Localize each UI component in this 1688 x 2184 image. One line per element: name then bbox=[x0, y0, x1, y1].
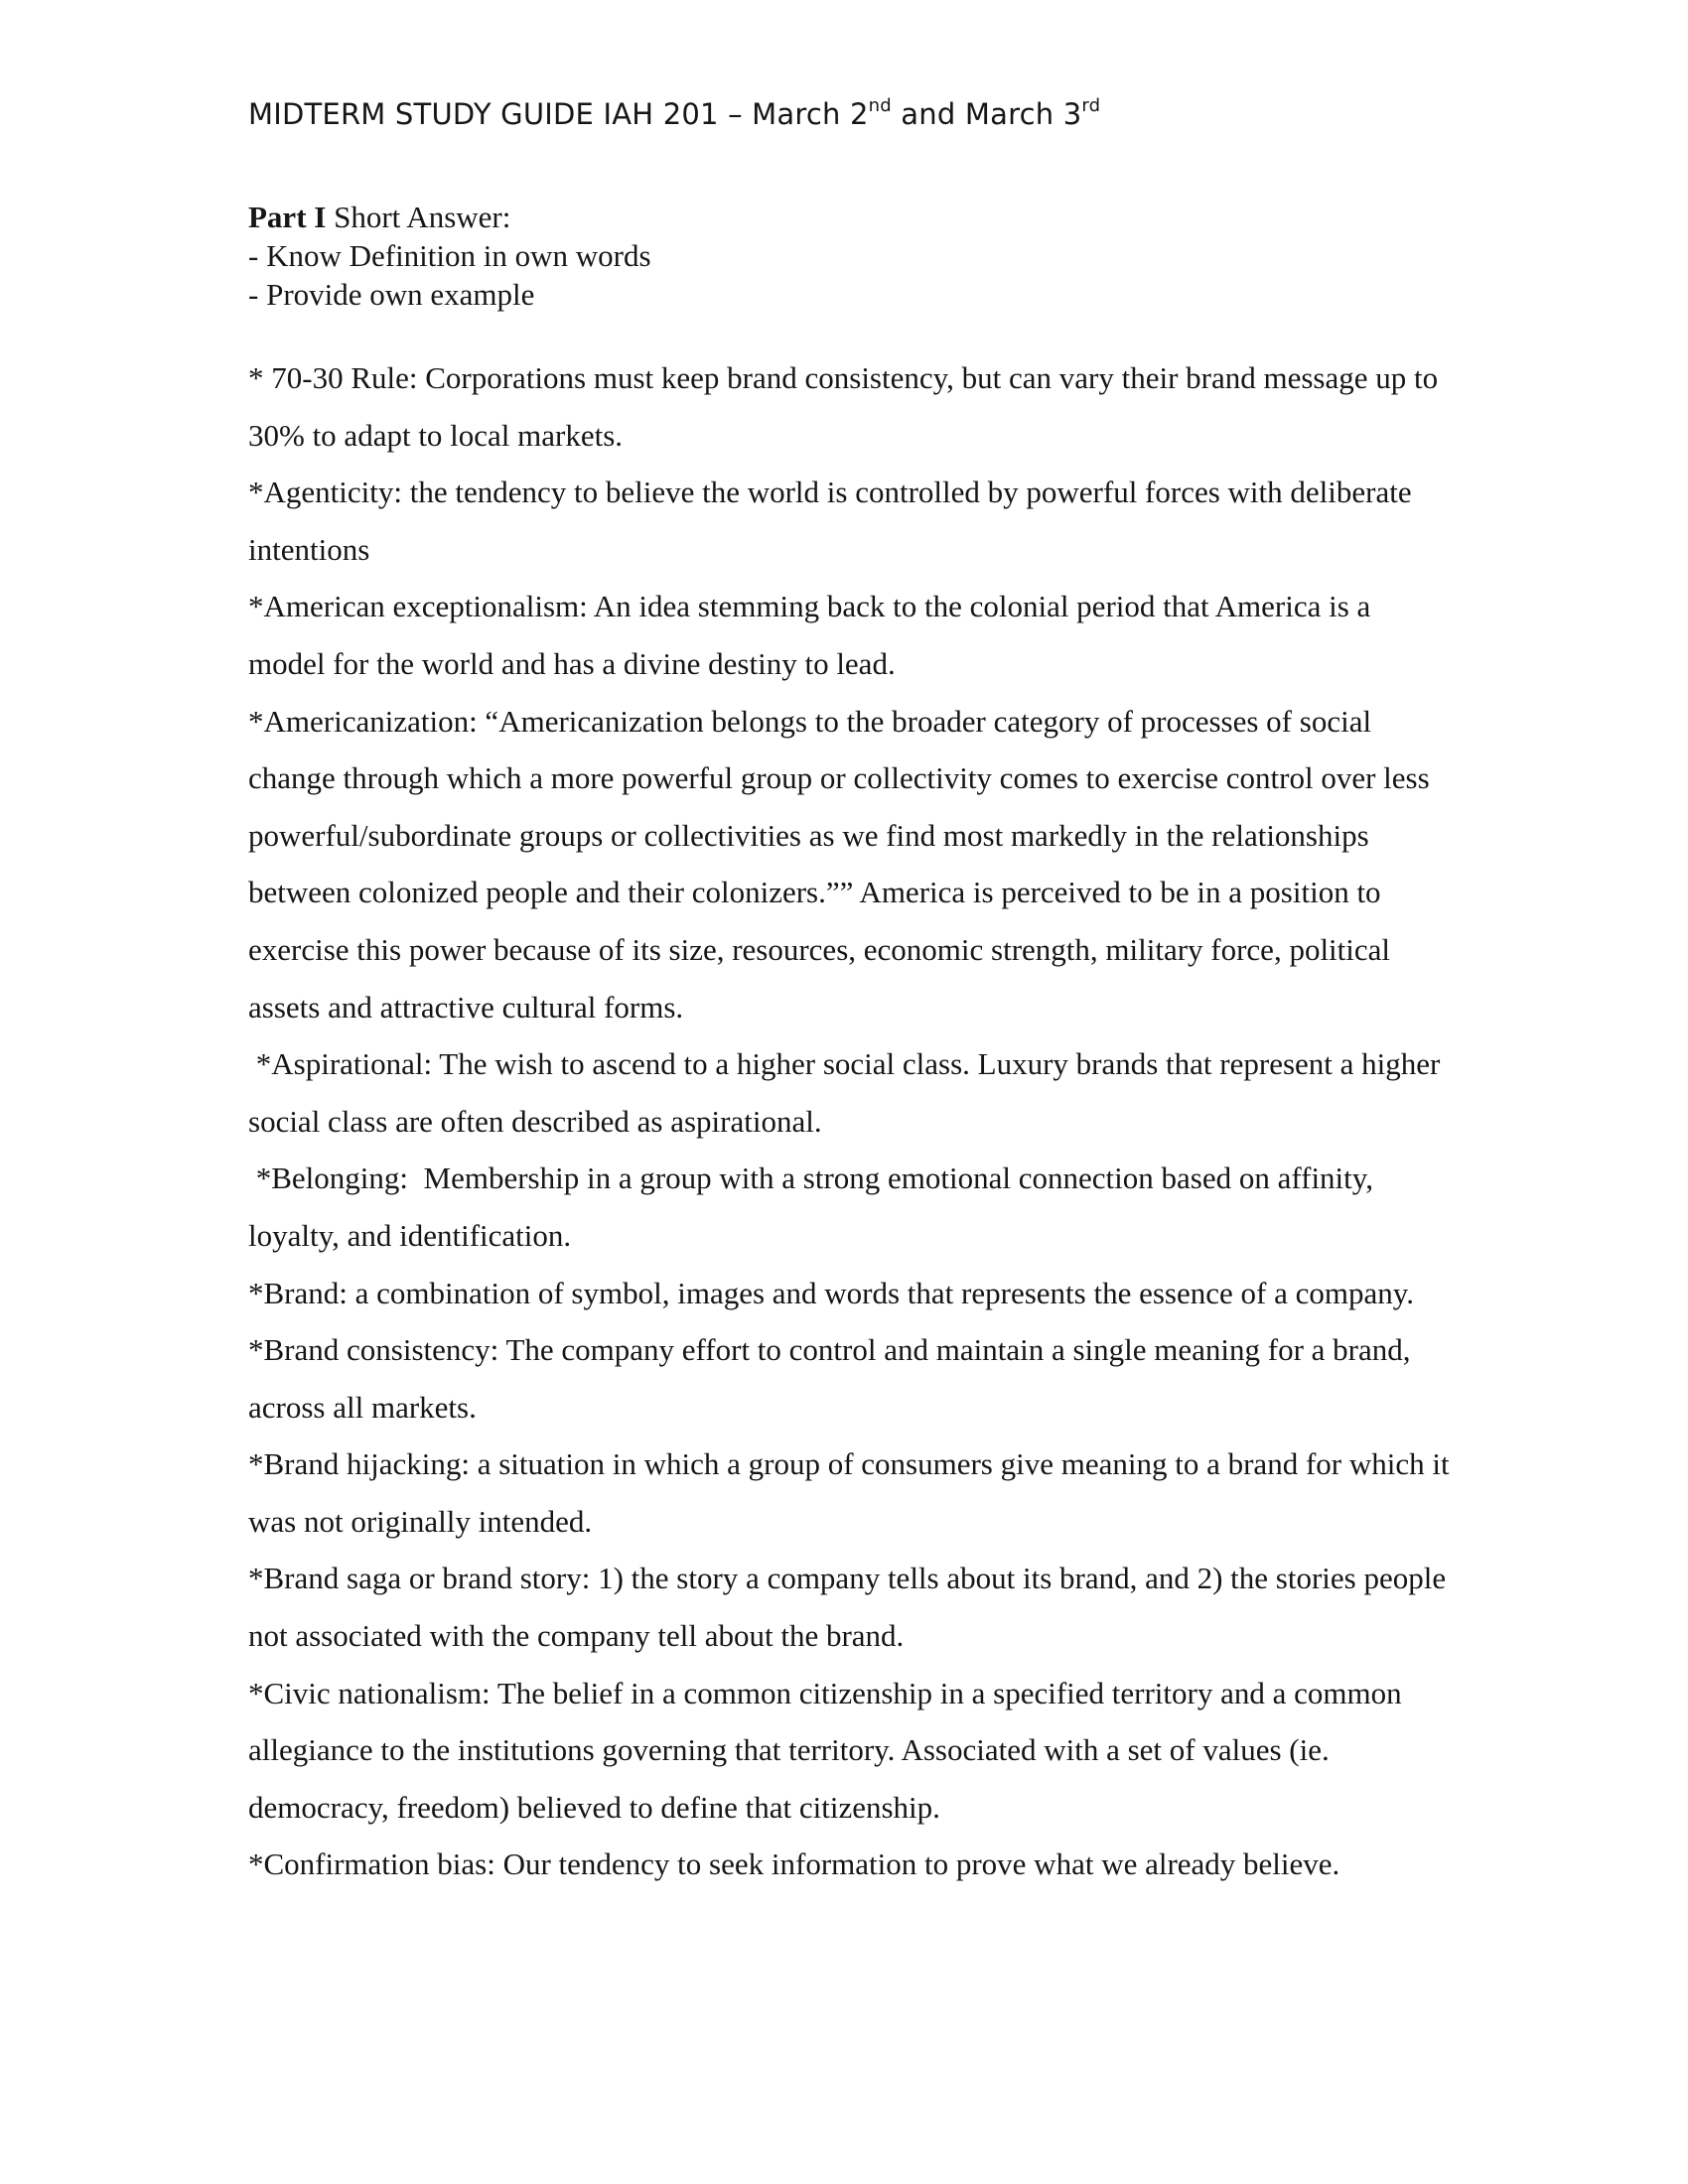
term-entry: *Brand hijacking: a situation in which a group of consumers give meaning to a brand for which it was not originally intended. bbox=[248, 1446, 1458, 1539]
term-entry: *Belonging: Membership in a group with a strong emotional connection based on affinity, loyalty, and identification. bbox=[248, 1160, 1381, 1253]
instruction-item: - Provide own example bbox=[248, 277, 535, 312]
header-superscript-rd: rd bbox=[1081, 95, 1101, 116]
term-list bbox=[248, 349, 1458, 1893]
part-heading bbox=[248, 198, 651, 236]
term-entry: *Brand saga or brand story: 1) the story a company tells about its brand, and 2) the stories people not associated with the company tell about the brand. bbox=[248, 1561, 1454, 1654]
term-entry: *Americanization: “Americanization belongs to the broader category of processes of social change through which a more powerful group or collectivity comes to exercise control over less powerful/subordinate groups or collectivities as we find most markedly in the relationships between colonized people and their colonizers.”” America is perceived to be in a position to exercise this power because of its size, resources, economic strength, military force, political assets and attractive cultural forms. bbox=[248, 703, 1438, 1024]
page-header bbox=[248, 97, 1100, 131]
part-heading-rest: Short Answer: bbox=[326, 200, 511, 234]
instruction-item: - Know Definition in own words bbox=[248, 238, 651, 273]
part-section bbox=[248, 198, 651, 314]
header-title-main: MIDTERM STUDY GUIDE IAH 201 – March 2 bbox=[248, 97, 869, 131]
header-superscript-nd: nd bbox=[868, 95, 892, 116]
term-entry: *Brand: a combination of symbol, images and words that represents the essence of a company. bbox=[248, 1275, 1414, 1310]
term-entry: *Civic nationalism: The belief in a common citizenship in a specified territory and a common allegiance to the institutions governing that territory. Associated with a set of values (ie. democracy, freedom) believed to define that citizenship. bbox=[248, 1675, 1410, 1825]
header-title-mid: and March 3 bbox=[891, 97, 1082, 131]
term-entry: * 70-30 Rule: Corporations must keep brand consistency, but can vary their brand message up to 30% to adapt to local markets. bbox=[248, 360, 1446, 453]
term-entry: *Aspirational: The wish to ascend to a higher social class. Luxury brands that represent a higher social class are often described as aspirational. bbox=[248, 1046, 1449, 1139]
term-entry: *Confirmation bias: Our tendency to seek information to prove what we already believe. bbox=[248, 1846, 1340, 1882]
part-label: Part I bbox=[248, 200, 327, 234]
term-entry: *Brand consistency: The company effort to control and maintain a single meaning for a brand, across all markets. bbox=[248, 1332, 1419, 1425]
term-entry: *American exceptionalism: An idea stemming back to the colonial period that America is a model for the world and has a divine destiny to lead. bbox=[248, 589, 1379, 681]
term-entry: *Agenticity: the tendency to believe the world is controlled by powerful forces with deliberate intentions bbox=[248, 475, 1420, 567]
